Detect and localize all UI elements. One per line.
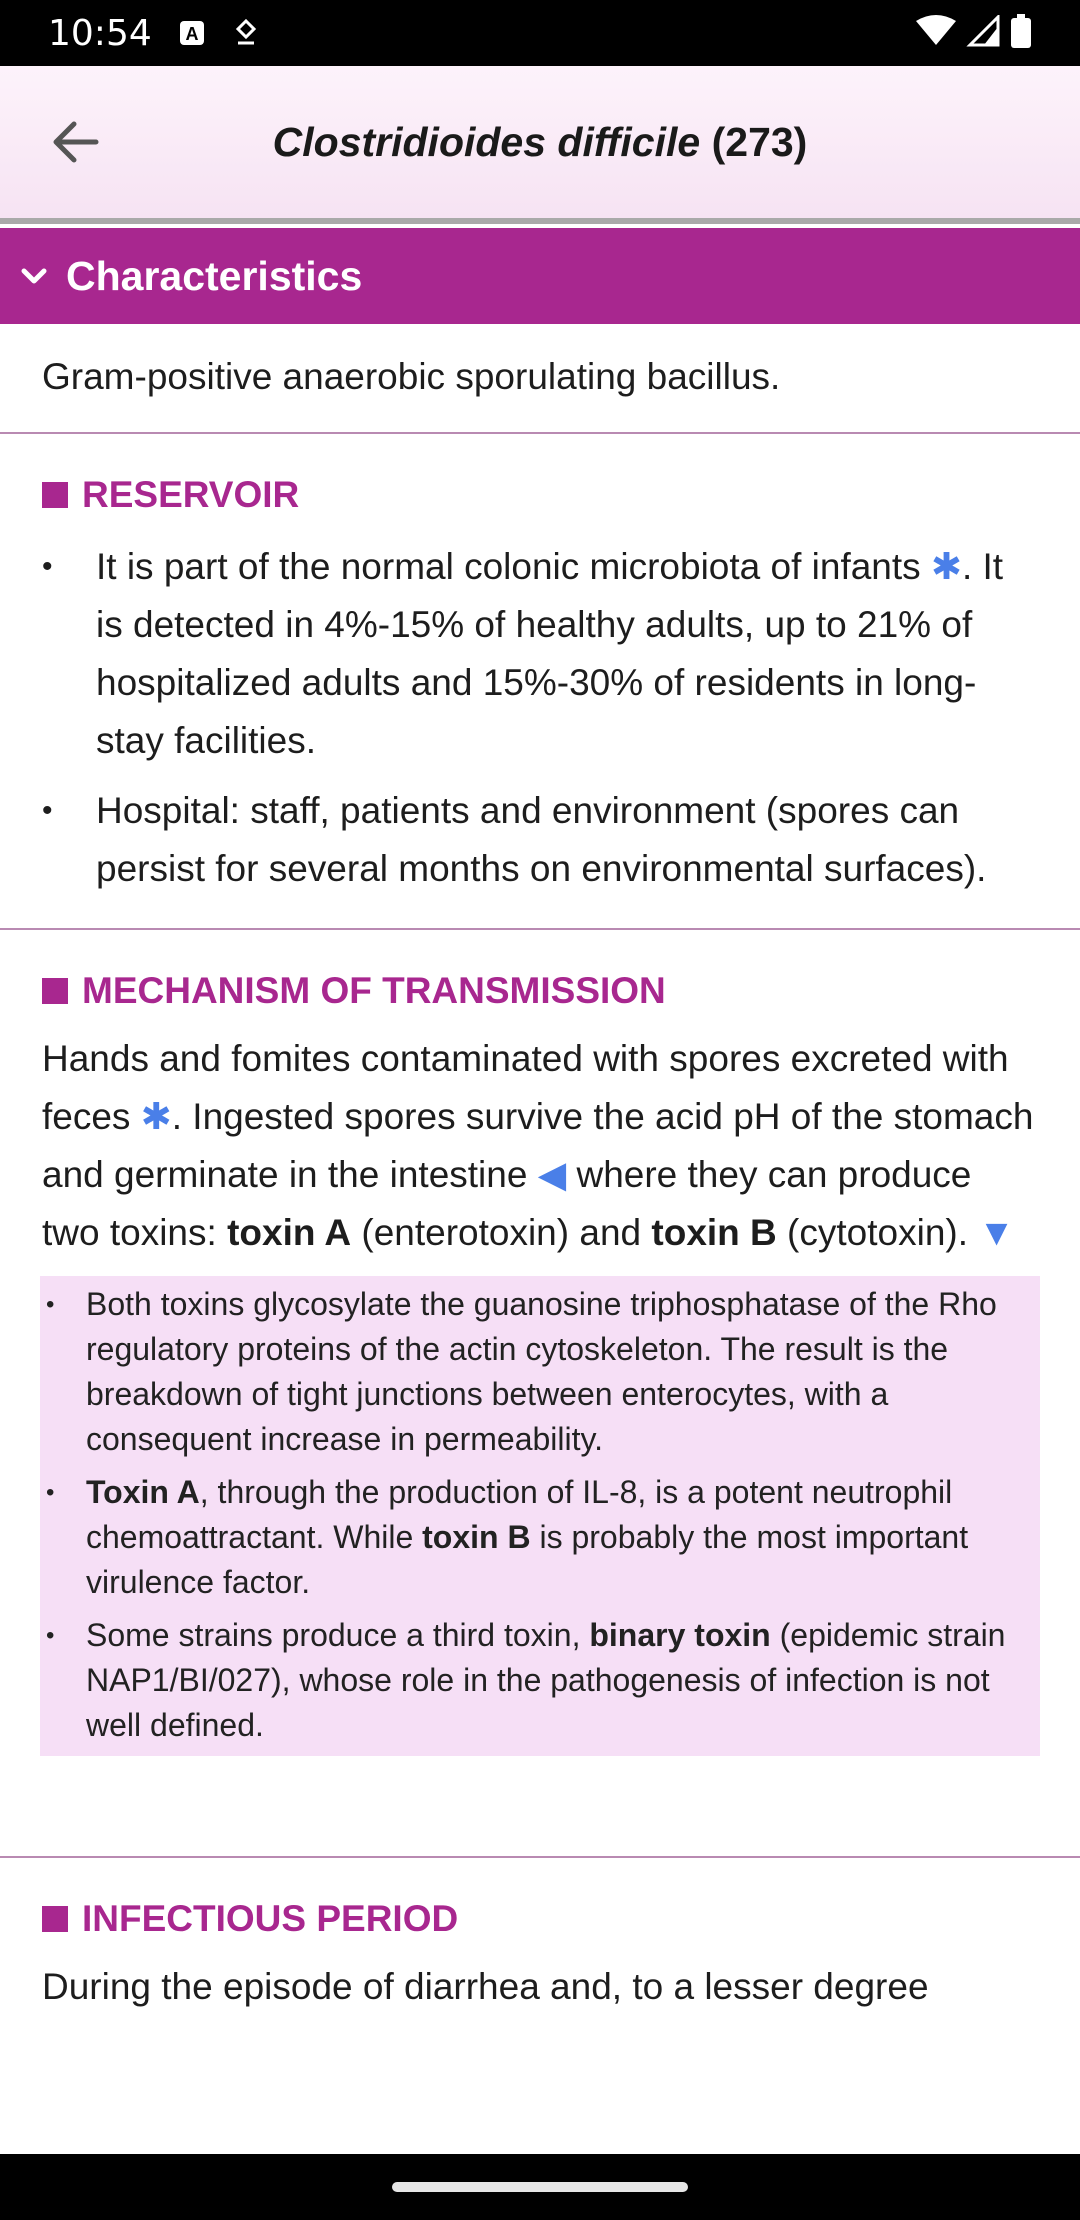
list-item [42, 538, 1038, 770]
heading-square-icon [42, 978, 68, 1004]
note-2-bold2: toxin B [422, 1519, 531, 1555]
note-2-bold: Toxin A [86, 1474, 200, 1510]
intro-text: Gram-positive anaerobic sporulating bacillus. [42, 356, 781, 397]
heading-square-icon [42, 1906, 68, 1932]
section-label: Characteristics [66, 252, 363, 299]
toxin-a-label: toxin A [227, 1212, 352, 1253]
navigation-bar [0, 2154, 1080, 2220]
note-2-b: is probably the most important virulence factor. [86, 1519, 969, 1600]
reservoir-heading [42, 474, 1038, 516]
heading-square-icon [42, 482, 68, 508]
transmission-heading-text: MECHANISM OF TRANSMISSION [82, 970, 666, 1011]
asterisk-note-icon[interactable]: ✱ [140, 1096, 172, 1137]
chevron-down-icon [18, 260, 50, 292]
transmission-p-b: . Ingested spores survive the acid pH of the stomach and germinate in the intestine [42, 1096, 1034, 1195]
wifi-icon [916, 15, 956, 52]
note-list [46, 1282, 1034, 1748]
list-item [46, 1470, 1034, 1605]
battery-icon [1010, 14, 1032, 53]
home-gesture-handle[interactable] [392, 2182, 688, 2192]
note-2-a: , through the production of IL-8, is a potent neutrophil chemoattractant. While [86, 1474, 953, 1555]
status-time: 10:54 [48, 12, 152, 54]
expanded-note [40, 1276, 1040, 1756]
asterisk-note-icon[interactable]: ✱ [930, 546, 962, 587]
triangle-down-icon[interactable]: ▼ [978, 1212, 1015, 1253]
list-item [46, 1613, 1034, 1748]
reservoir-item2: Hospital: staff, patients and environment (spores can persist for several months on environmental surfaces). [96, 790, 987, 889]
svg-text:A: A [185, 24, 199, 44]
reservoir-block [0, 434, 1080, 928]
transmission-p-e: (cytotoxin). [776, 1212, 968, 1253]
note-3-a: Some strains produce a third toxin, [86, 1617, 590, 1653]
app-bar [0, 66, 1080, 224]
download-icon [232, 18, 260, 48]
reservoir-heading-text: RESERVOIR [82, 474, 300, 515]
note-1: Both toxins glycosylate the guanosine triphosphatase of the Rho regulatory proteins of the actin cytoskeleton. The result is the breakdown of tight junctions between enterocytes, with a consequent increase in permeability. [86, 1286, 997, 1457]
content [0, 324, 1080, 2016]
infectious-heading-text: INFECTIOUS PERIOD [82, 1898, 459, 1939]
triangle-left-icon[interactable]: ◀ [537, 1154, 567, 1195]
infectious-text: During the episode of diarrhea and, to a lesser degree [42, 1966, 929, 2007]
notification-a-icon [178, 19, 206, 47]
title-count: (273) [711, 118, 808, 165]
section-header-characteristics[interactable] [0, 228, 1080, 324]
reservoir-list [42, 538, 1038, 898]
transmission-p-d: (enterotoxin) and [351, 1212, 652, 1253]
transmission-p-c: where they can produce two toxins: [42, 1154, 972, 1253]
status-bar [0, 0, 1080, 66]
transmission-p-a: Hands and fomites contaminated with spores excreted with feces [42, 1038, 1009, 1137]
transmission-text [42, 1030, 1038, 1262]
list-item [42, 782, 1038, 898]
back-button[interactable] [46, 112, 106, 172]
page-title [273, 119, 808, 166]
title-organism: Clostridioides difficile [272, 118, 701, 165]
infectious-heading [42, 1898, 1038, 1940]
transmission-heading [42, 970, 1038, 1012]
spacer [0, 1756, 1080, 1856]
arrow-left-icon [52, 120, 100, 164]
toxin-b-label: toxin B [651, 1212, 777, 1253]
signal-icon [966, 15, 1000, 52]
intro-block [0, 324, 1080, 432]
note-3-bold: binary toxin [589, 1617, 771, 1653]
infectious-block [0, 1858, 1080, 2016]
transmission-block [0, 930, 1080, 1276]
reservoir-item1-b: . It is detected in 4%-15% of healthy adults, up to 21% of hospitalized adults and 15%-30% of residents in long-stay facilities. [96, 546, 1004, 761]
reservoir-item1-a: It is part of the normal colonic microbiota of infants [96, 546, 921, 587]
list-item [46, 1282, 1034, 1462]
note-3-b: (epidemic strain NAP1/BI/027), whose role in the pathogenesis of infection is not well defined. [86, 1617, 1006, 1743]
